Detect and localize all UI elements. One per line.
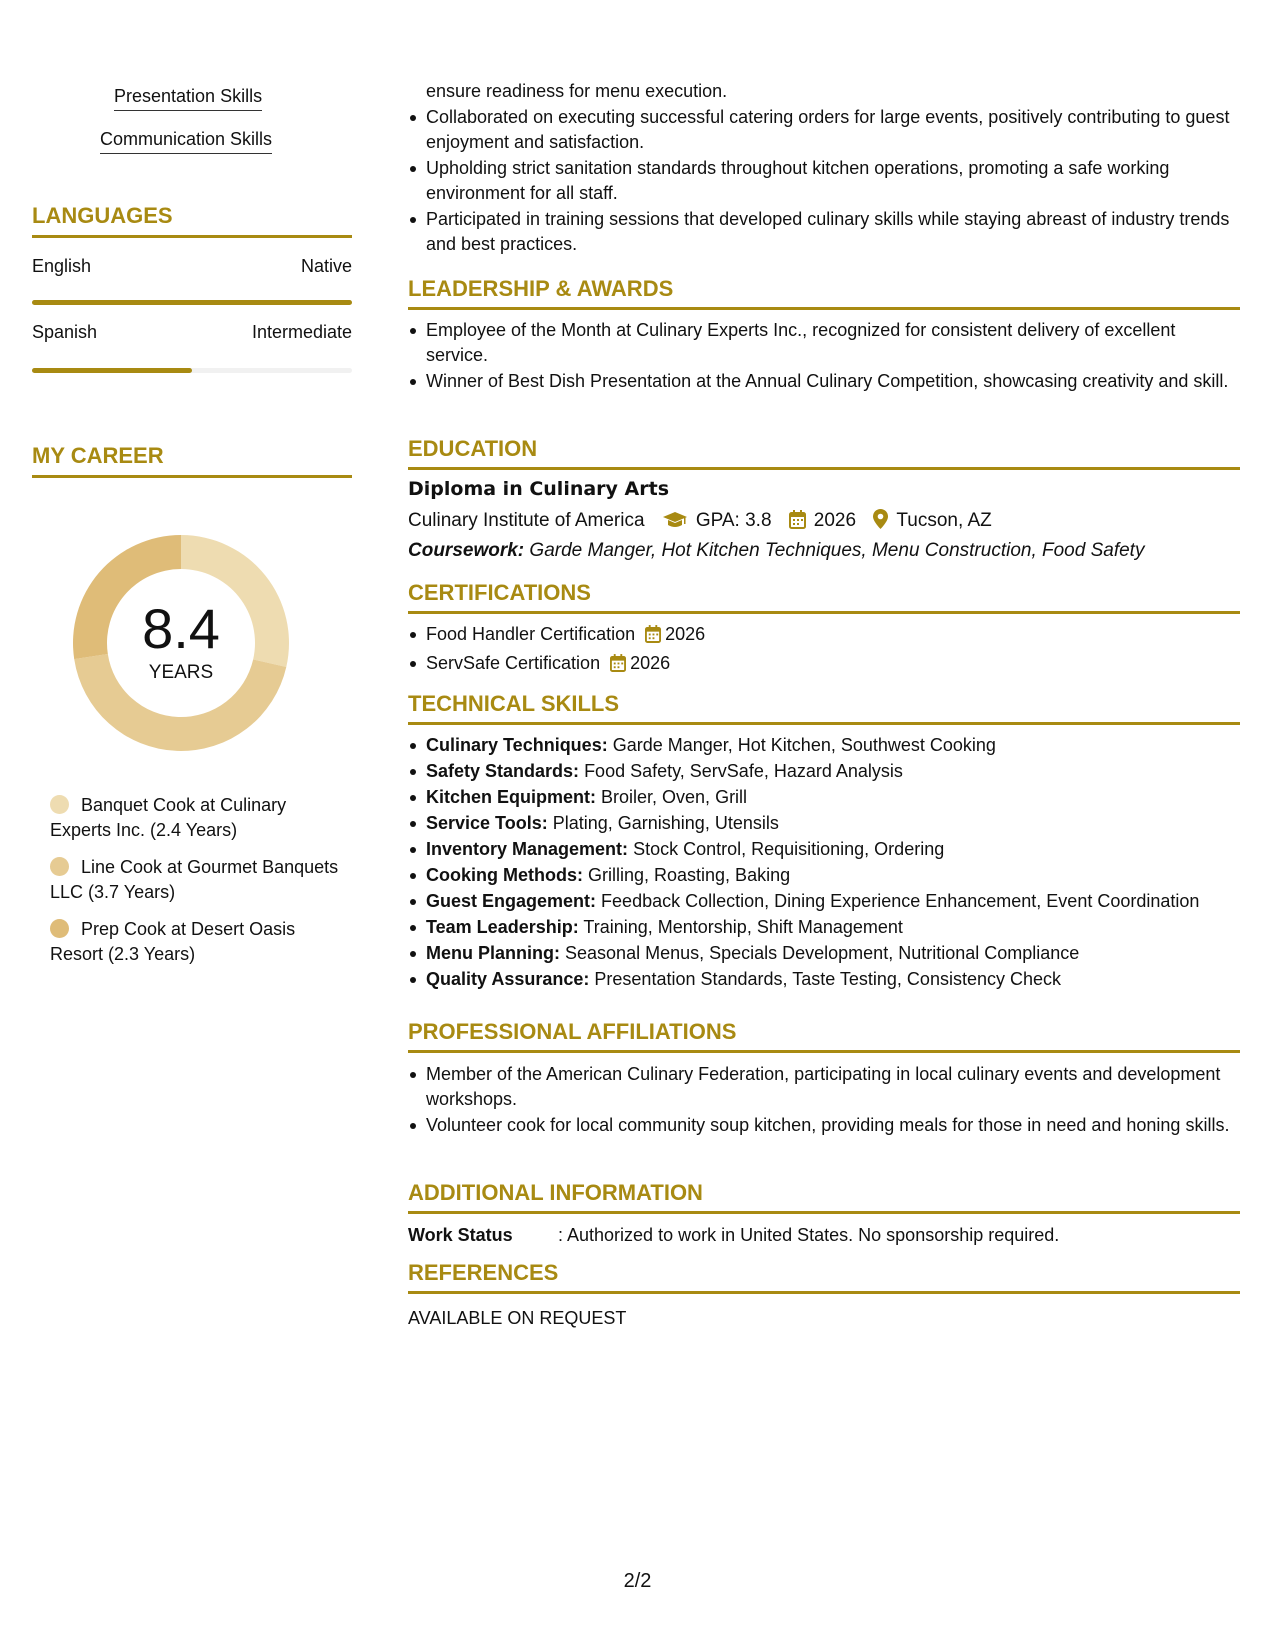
list-item xyxy=(426,733,1238,758)
skill-label: Inventory Management: xyxy=(426,839,629,859)
career-heading: MY CAREER xyxy=(32,443,352,478)
skill-label: Safety Standards: xyxy=(426,761,580,781)
career-legend-label: Prep Cook at Desert Oasis Resort (2.3 Years) xyxy=(50,919,296,964)
location-pin-icon xyxy=(873,509,888,535)
affiliations-list xyxy=(408,1062,1238,1139)
education-heading: EDUCATION xyxy=(408,436,1240,470)
skill-value: Garde Manger, Hot Kitchen, Southwest Cooking xyxy=(612,735,996,755)
career-legend-item xyxy=(50,793,350,843)
language-bar-fill xyxy=(32,368,192,373)
cert-year: 2026 xyxy=(665,624,706,644)
work-status-value: : Authorized to work in United States. No sponsorship required. xyxy=(558,1225,1060,1245)
work-status xyxy=(408,1225,1059,1246)
affiliations-heading: PROFESSIONAL AFFILIATIONS xyxy=(408,1019,1240,1053)
career-donut-chart xyxy=(68,530,294,756)
language-name: English xyxy=(32,256,92,276)
list-item xyxy=(426,651,1238,679)
language-bar-fill xyxy=(32,300,352,305)
list-item: Winner of Best Dish Presentation at the Annual Culinary Competition, showcasing creativity and skill. xyxy=(426,369,1238,394)
education-year: 2026 xyxy=(813,510,857,531)
skill-value: Training, Mentorship, Shift Management xyxy=(583,917,903,937)
career-legend-label: Banquet Cook at Culinary Experts Inc. (2.4 Years) xyxy=(50,795,287,840)
experience-continued-lead: ensure readiness for menu execution. xyxy=(426,81,728,101)
graduation-cap-icon xyxy=(662,511,688,535)
skill-label: Kitchen Equipment: xyxy=(426,787,596,807)
skill-communication: Communication Skills xyxy=(100,129,272,154)
references-heading: REFERENCES xyxy=(408,1260,1240,1294)
technical-skills-list xyxy=(408,733,1238,993)
language-bar-english xyxy=(32,300,352,305)
education-details xyxy=(408,509,992,535)
legend-dot xyxy=(50,857,69,876)
list-item: Member of the American Culinary Federation, participating in local culinary events and development workshops. xyxy=(426,1062,1238,1112)
skill-value: Feedback Collection, Dining Experience Enhancement, Event Coordination xyxy=(601,891,1200,911)
coursework-label: Coursework: xyxy=(408,540,525,561)
list-item xyxy=(426,785,1238,810)
education-degree: Diploma in Culinary Arts xyxy=(408,478,670,500)
career-legend-item xyxy=(50,917,350,967)
skill-value: Seasonal Menus, Specials Development, Nutritional Compliance xyxy=(565,943,1080,963)
skill-label: Menu Planning: xyxy=(426,943,560,963)
skill-presentation: Presentation Skills xyxy=(114,86,262,111)
list-item xyxy=(426,967,1238,992)
technical-skills-heading: TECHNICAL SKILLS xyxy=(408,691,1240,725)
language-level: Intermediate xyxy=(251,322,352,342)
cert-name: Food Handler Certification xyxy=(426,624,636,644)
list-item xyxy=(426,889,1238,914)
career-unit: YEARS xyxy=(148,662,214,683)
list-item xyxy=(426,759,1238,784)
skill-label: Culinary Techniques: xyxy=(426,735,608,755)
skill-label: Quality Assurance: xyxy=(426,969,590,989)
list-item xyxy=(426,811,1238,836)
experience-continued-list xyxy=(408,105,1238,258)
additional-info-heading: ADDITIONAL INFORMATION xyxy=(408,1180,1240,1214)
certifications-list xyxy=(408,622,1238,680)
career-donut xyxy=(68,530,294,756)
list-item: Upholding strict sanitation standards throughout kitchen operations, promoting a safe working environment for all staff. xyxy=(426,156,1238,206)
skill-value: Broiler, Oven, Grill xyxy=(601,787,748,807)
skill-label: Team Leadership: xyxy=(426,917,579,937)
page-number: 2/2 xyxy=(623,1570,652,1592)
skill-value: Presentation Standards, Taste Testing, Consistency Check xyxy=(594,969,1061,989)
cert-year: 2026 xyxy=(630,653,671,673)
skill-value: Grilling, Roasting, Baking xyxy=(588,865,791,885)
legend-dot xyxy=(50,919,69,938)
skill-label: Guest Engagement: xyxy=(426,891,597,911)
skill-value: Food Safety, ServSafe, Hazard Analysis xyxy=(584,761,903,781)
leadership-heading: LEADERSHIP & AWARDS xyxy=(408,276,1240,310)
career-legend-label: Line Cook at Gourmet Banquets LLC (3.7 Years) xyxy=(50,857,339,902)
language-name: Spanish xyxy=(32,322,98,342)
work-status-label: Work Status xyxy=(408,1225,513,1245)
languages-heading: LANGUAGES xyxy=(32,203,352,238)
calendar-icon xyxy=(610,654,626,679)
skill-label: Cooking Methods: xyxy=(426,865,583,885)
certifications-heading: CERTIFICATIONS xyxy=(408,580,1240,614)
cert-name: ServSafe Certification xyxy=(426,653,601,673)
list-item xyxy=(426,915,1238,940)
legend-dot xyxy=(50,795,69,814)
education-coursework xyxy=(408,540,1144,562)
language-level: Native xyxy=(300,256,352,276)
list-item xyxy=(426,863,1238,888)
list-item: Participated in training sessions that developed culinary skills while staying abreast of industry trends and best practices. xyxy=(426,207,1238,257)
list-item xyxy=(426,622,1238,650)
calendar-icon xyxy=(789,510,806,535)
skill-value: Stock Control, Requisitioning, Ordering xyxy=(633,839,945,859)
calendar-icon xyxy=(645,625,661,650)
leadership-list xyxy=(408,318,1238,395)
coursework-value: Garde Manger, Hot Kitchen Techniques, Menu Construction, Food Safety xyxy=(529,540,1145,561)
references-text: AVAILABLE ON REQUEST xyxy=(408,1308,627,1328)
career-total: 8.4 xyxy=(142,597,220,660)
education-gpa: GPA: 3.8 xyxy=(695,510,772,531)
education-location: Tucson, AZ xyxy=(896,510,992,531)
skill-value: Plating, Garnishing, Utensils xyxy=(552,813,779,833)
skill-label: Service Tools: xyxy=(426,813,548,833)
list-item xyxy=(426,837,1238,862)
list-item: Volunteer cook for local community soup kitchen, providing meals for those in need and honing skills. xyxy=(426,1113,1238,1138)
education-school: Culinary Institute of America xyxy=(408,510,645,531)
career-legend-item xyxy=(50,855,350,905)
list-item: Employee of the Month at Culinary Experts Inc., recognized for consistent delivery of excellent service. xyxy=(426,318,1238,368)
list-item xyxy=(426,941,1238,966)
language-bar-spanish xyxy=(32,368,352,373)
list-item: Collaborated on executing successful catering orders for large events, positively contributing to guest enjoyment and satisfaction. xyxy=(426,105,1238,155)
